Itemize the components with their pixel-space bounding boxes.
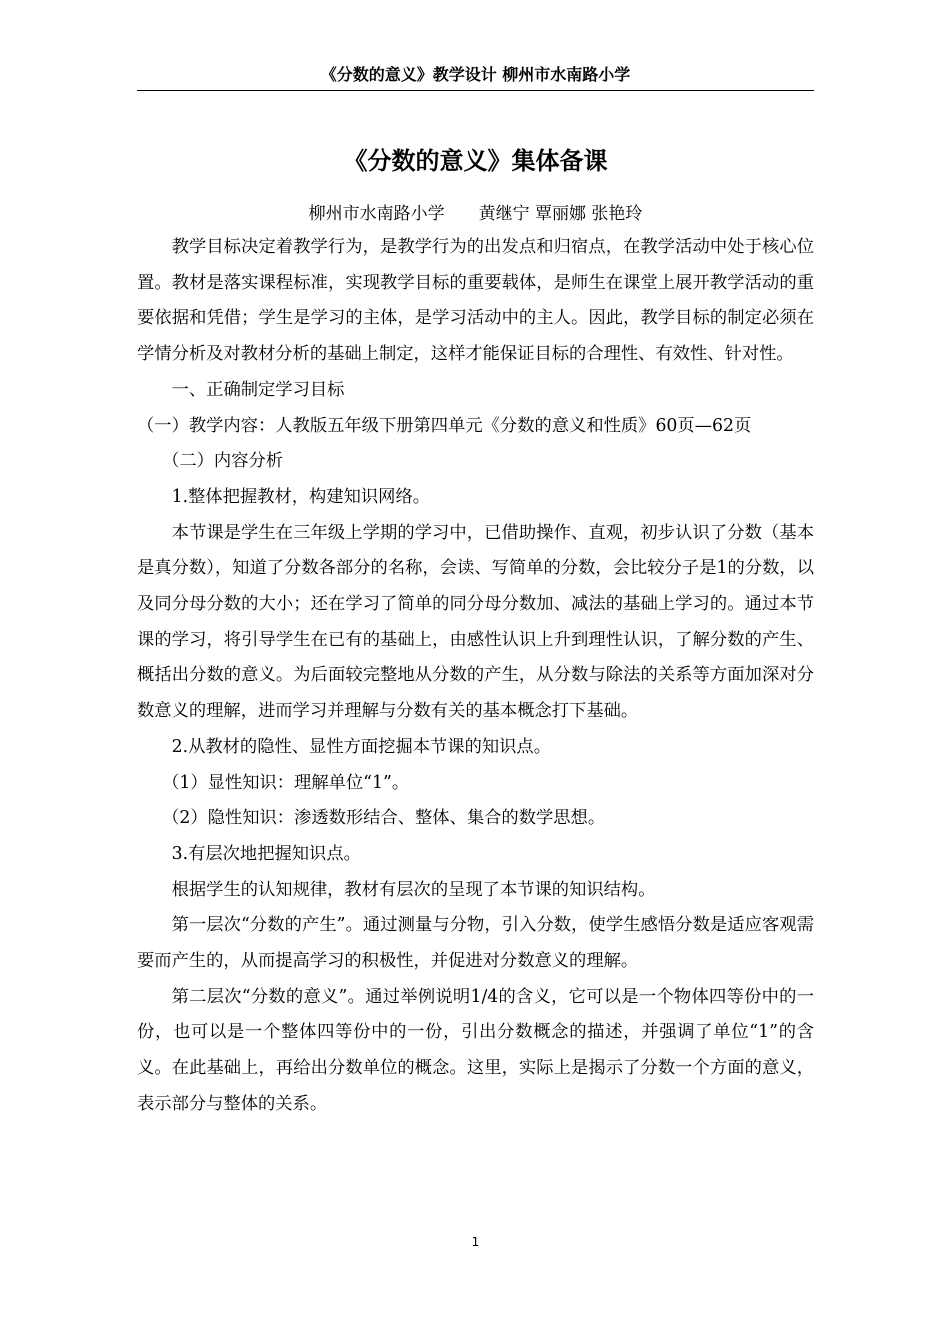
point-2-heading: 2.从教材的隐性、显性方面挖掘本节课的知识点。 [171,736,551,757]
implicit-knowledge: （2）隐性知识：渗透数形结合、整体、集合的数学思想。 [162,808,606,829]
section-heading-1: 一、正确制定学习目标 [171,379,345,400]
author-school: 柳州市水南路小学 [308,204,445,224]
author-line [137,202,814,226]
running-header: 《分数的意义》教学设计 柳州市水南路小学 [320,65,631,84]
subsection-content-analysis: （二）内容分析 [162,451,284,472]
paragraph-level-1: 第一层次“分数的产生”。通过测量与分物，引入分数，使学生感悟分数是适应客观需要而产生的，从而提高学习的积极性，并促进对分数意义的理解。 [137,915,814,972]
page-number: 1 [471,1235,480,1249]
header-rule [137,90,814,91]
explicit-knowledge: （1）显性知识：理解单位“1”。 [162,772,410,793]
paragraph-cognitive-law: 根据学生的认知规律，教材有层次的呈现了本节课的知识结构。 [171,879,656,900]
document-body [137,230,814,1123]
point-3-heading: 3.有层次地把握知识点。 [171,843,361,864]
paragraph-level-2: 第二层次“分数的意义”。通过举例说明1/4的含义，它可以是一个物体四等份中的一份，也可以是一个整体四等份中的一份，引出分数概念的描述，并强调了单位“1”的含义。在此基础上，再给出分数单位的概念。这里，实际上是揭示了分数一个方面的意义，表示部分与整体的关系。 [137,986,814,1114]
document-title: 《分数的意义》集体备课 [343,147,608,175]
point-1-heading: 1.整体把握教材，构建知识网络。 [171,486,431,507]
paragraph-lesson-context: 本节课是学生在三年级上学期的学习中，已借助操作、直观，初步认识了分数（基本是真分数），知道了分数各部分的名称，会读、写简单的分数，会比较分子是1的分数，以及同分母分数的大小；还在学习了简单的同分母分数加、减法的基础上学习的。通过本节课的学习，将引导学生在已有的基础上，由感性认识上升到理性认识，了解分数的产生、概括出分数的意义。为后面较完整地从分数的产生，从分数与除法的关系等方面加深对分数意义的理解，进而学习并理解与分数有关的基本概念打下基础。 [137,522,814,722]
author-names: 黄继宁 覃丽娜 张艳玲 [478,204,643,224]
subsection-teaching-content: （一）教学内容：人教版五年级下册第四单元《分数的意义和性质》60页—62页 [137,415,752,436]
paragraph-intro: 教学目标决定着教学行为，是教学行为的出发点和归宿点，在教学活动中处于核心位置。教材是落实课程标准，实现教学目标的重要载体，是师生在课堂上展开教学活动的重要依据和凭借；学生是学习的主体，是学习活动中的主人。因此，教学目标的制定必须在学情分析及对教材分析的基础上制定，这样才能保证目标的合理性、有效性、针对性。 [137,237,814,365]
